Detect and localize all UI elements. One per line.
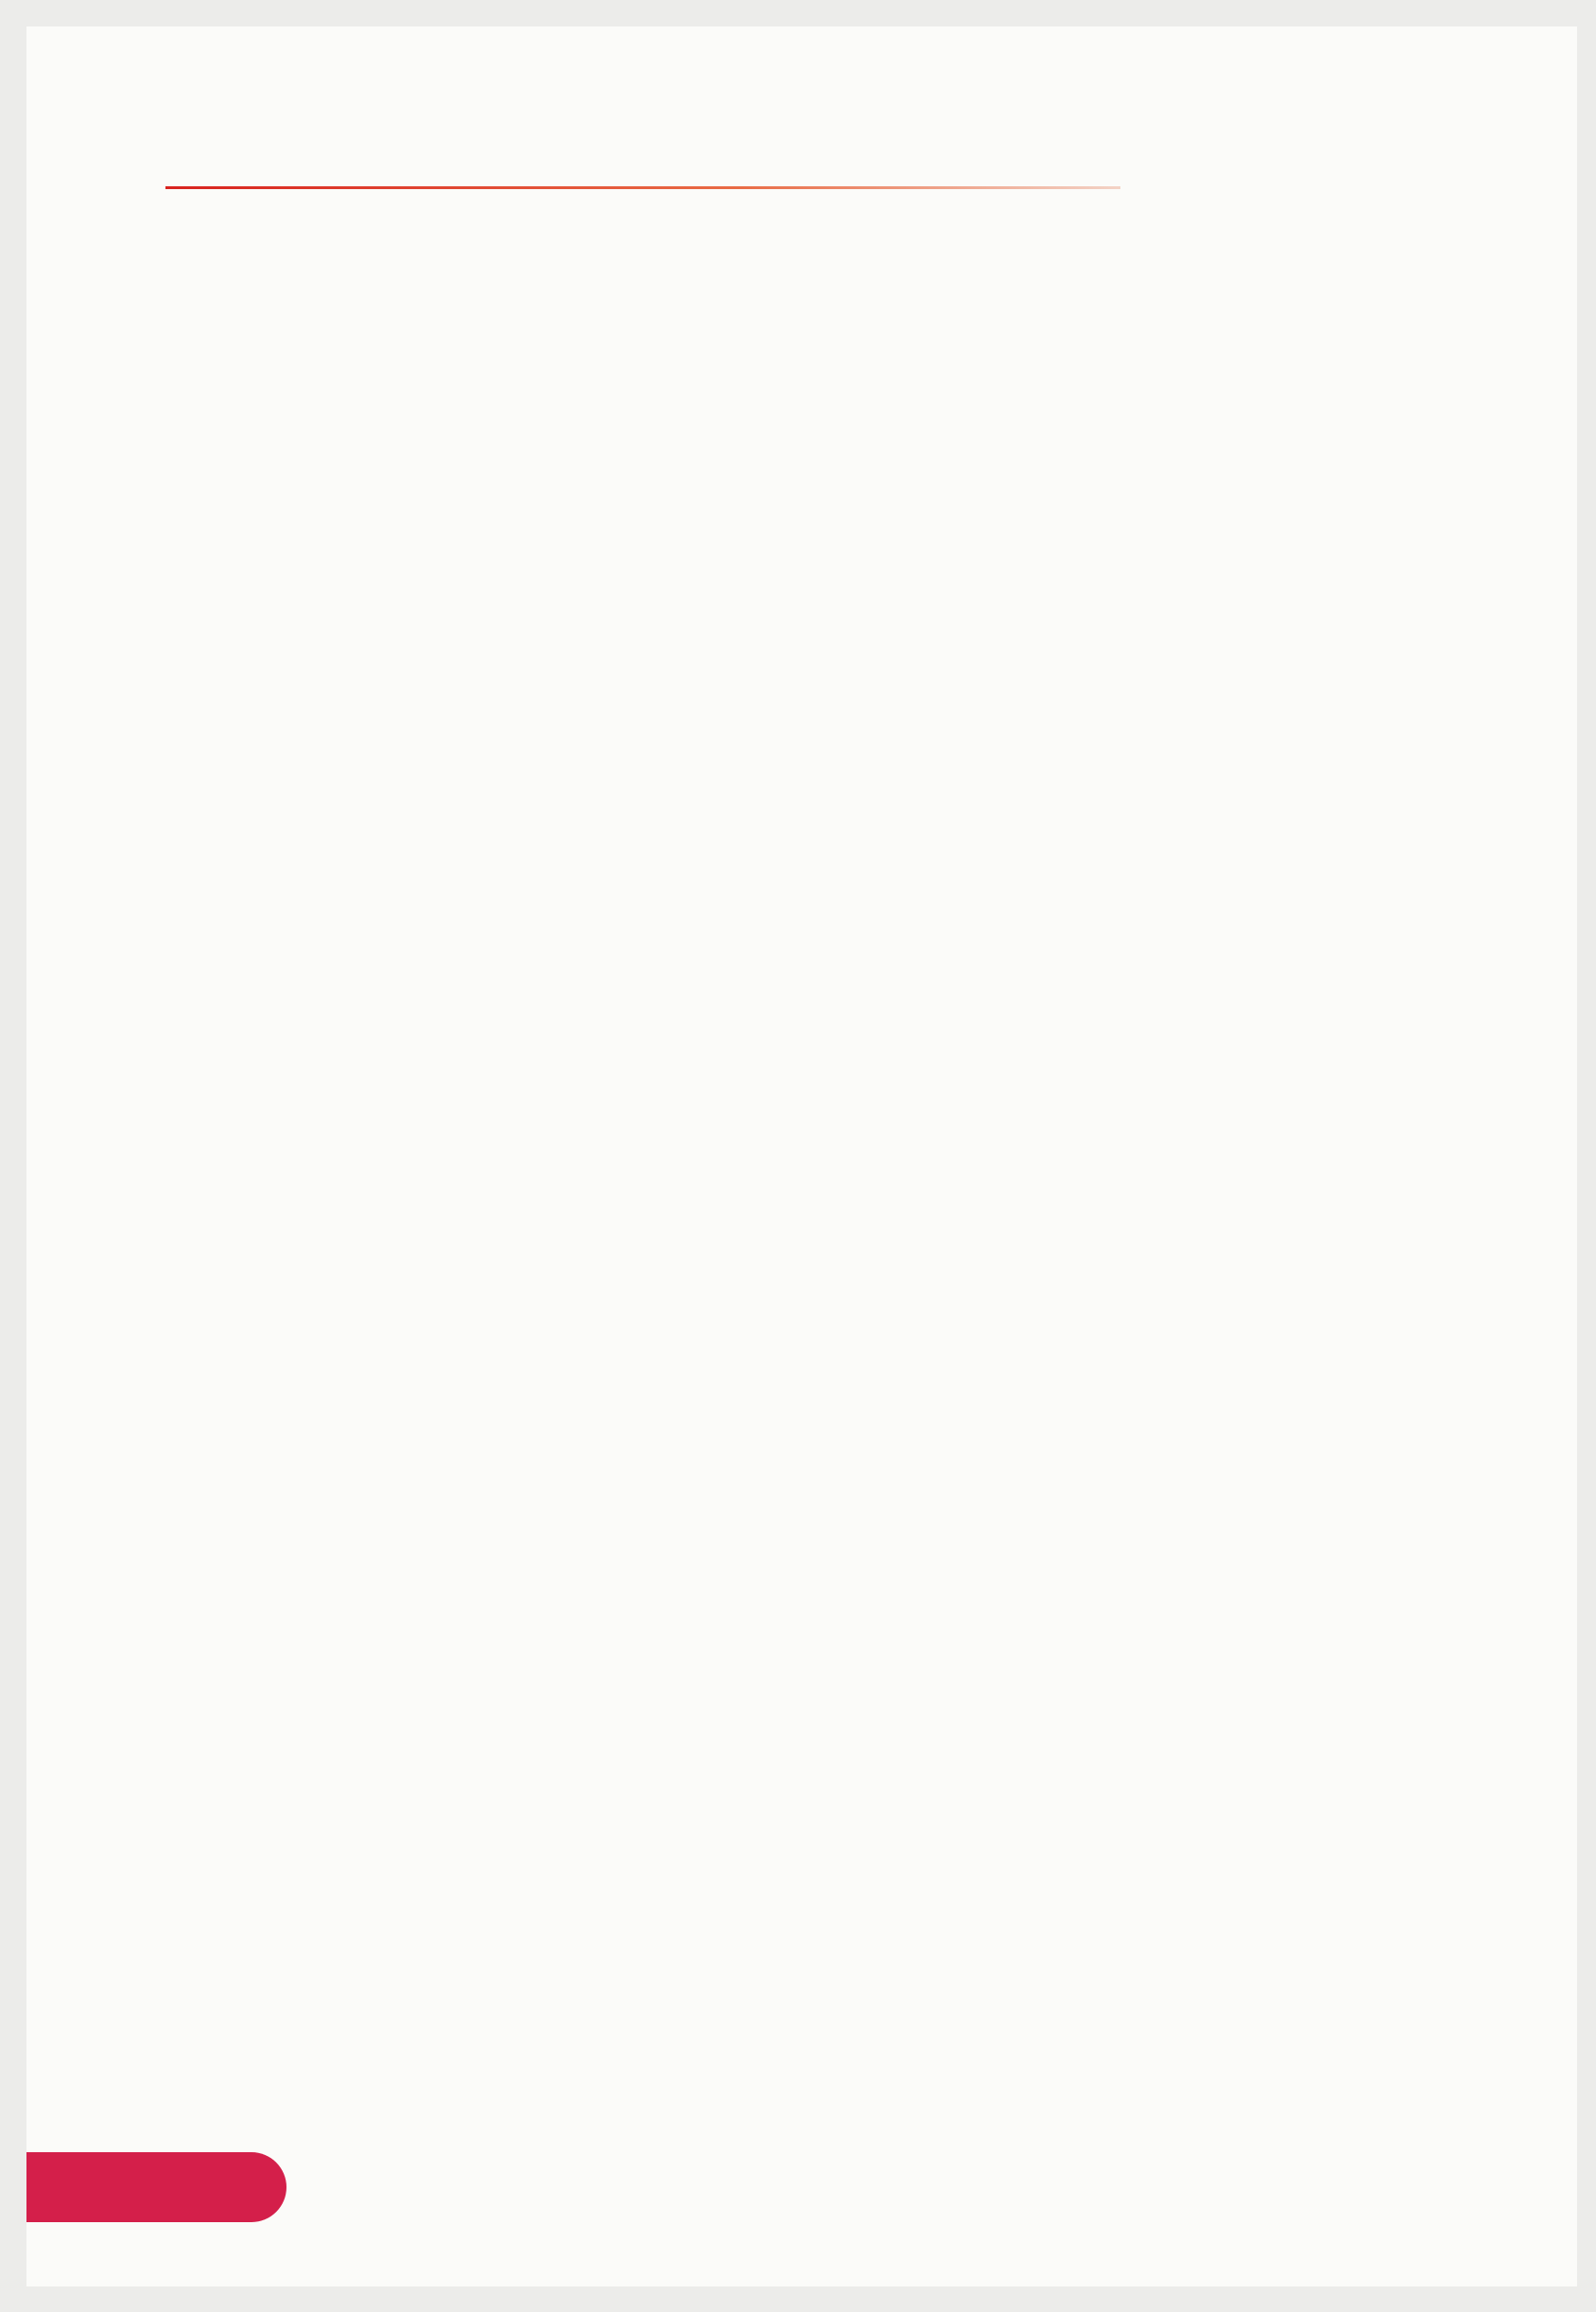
page-header [165,128,1130,194]
header-rule [165,186,1120,189]
page [26,26,1577,2286]
page-number-tab [26,2152,286,2222]
